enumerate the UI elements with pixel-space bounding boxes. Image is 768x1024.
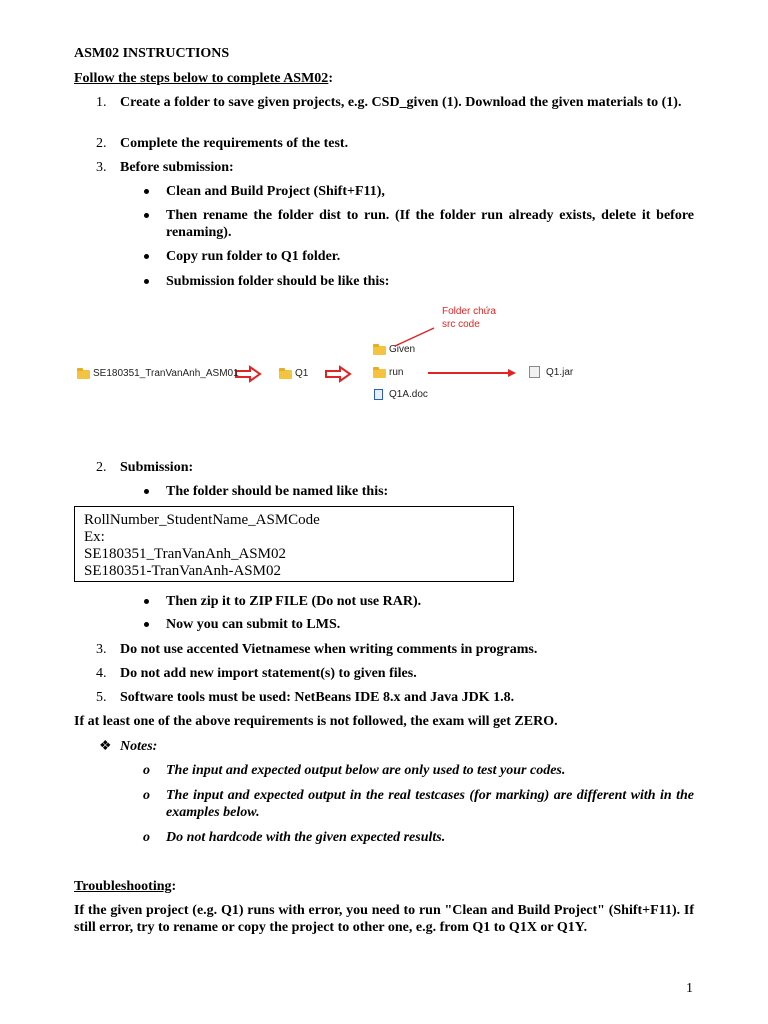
bullet-copy-run: Copy run folder to Q1 folder. — [166, 249, 341, 264]
step-3-text: Before submission: — [120, 160, 234, 175]
jar-file-icon — [529, 366, 540, 378]
step-1-number: 1. — [96, 95, 107, 110]
troubleshooting-colon: : — [171, 879, 177, 894]
bullet-submission-folder: Submission folder should be like this: — [166, 274, 390, 289]
rule-5-number: 5. — [96, 690, 107, 705]
intro-line — [74, 70, 333, 87]
naming-example-hyphen: SE180351-TranVanAnh-ASM02 — [84, 563, 281, 579]
naming-format: RollNumber_StudentName_ASMCode — [84, 512, 320, 528]
zero-warning: If at least one of the above requirements is not followed, the exam will get ZERO. — [74, 714, 558, 729]
page-title: ASM02 INSTRUCTIONS — [74, 46, 230, 61]
submission-folder-diagram — [0, 300, 768, 420]
troubleshooting-title: Troubleshooting — [74, 879, 172, 894]
word-doc-icon — [374, 389, 383, 400]
jar-file-label: Q1.jar — [546, 367, 574, 378]
step-3-number: 3. — [96, 160, 107, 175]
rule-4-text: Do not add new import statement(s) to given files. — [120, 666, 417, 681]
bullet-folder-naming: The folder should be named like this: — [166, 484, 389, 499]
note-circle-icon: o — [143, 788, 150, 803]
rule-3-text: Do not use accented Vietnamese when writing comments in programs. — [120, 642, 538, 657]
naming-format-box — [74, 506, 514, 582]
page-number: 1 — [686, 981, 693, 996]
submission-label: Submission: — [120, 460, 194, 475]
folder-icon — [279, 370, 292, 379]
doc-file-label: Q1A.doc — [389, 389, 428, 400]
note-circle-icon: o — [143, 830, 150, 845]
bullet-zip-file: Then zip it to ZIP FILE (Do not use RAR). — [166, 594, 422, 609]
arrow-head-icon — [508, 369, 516, 377]
bullet-icon — [144, 489, 149, 494]
note-2: The input and expected output in the real testcases (for marking) are different with in the examples below. — [166, 788, 694, 820]
folder-icon — [373, 369, 386, 378]
bullet-submit-lms: Now you can submit to LMS. — [166, 617, 341, 632]
intro-text: Follow the steps below to complete ASM02 — [74, 71, 329, 86]
arrow-right-icon — [236, 367, 260, 381]
notes-diamond-icon: ❖ — [99, 739, 112, 754]
bullet-icon — [144, 279, 149, 284]
bullet-icon — [144, 622, 149, 627]
bullet-icon — [144, 599, 149, 604]
bullet-icon — [144, 254, 149, 259]
q1-folder-label: Q1 — [295, 368, 309, 379]
rule-5-text: Software tools must be used: NetBeans IDE 8.x and Java JDK 1.8. — [120, 690, 515, 705]
annotation-line-2: src code — [442, 319, 480, 330]
troubleshooting-heading — [74, 878, 176, 895]
step-2-number: 2. — [96, 136, 107, 151]
note-circle-icon: o — [143, 763, 150, 778]
bullet-clean-build: Clean and Build Project (Shift+F11), — [166, 184, 385, 199]
notes-label: Notes: — [120, 739, 158, 754]
given-folder-label: Given — [389, 344, 416, 355]
naming-example-label: Ex: — [84, 529, 105, 545]
diagram-arrows — [0, 300, 768, 420]
naming-example-underscore: SE180351_TranVanAnh_ASM02 — [84, 546, 286, 562]
arrow-right-icon — [326, 367, 350, 381]
note-1: The input and expected output below are only used to test your codes. — [166, 763, 566, 778]
rule-4-number: 4. — [96, 666, 107, 681]
folder-icon — [373, 346, 386, 355]
annotation-line-1: Folder chứa — [442, 306, 496, 317]
step-1-text: Create a folder to save given projects, e.g. CSD_given (1). Download the given materials to (1). — [120, 95, 682, 110]
root-folder-label: SE180351_TranVanAnh_ASM01 — [93, 368, 239, 379]
submission-number: 2. — [96, 460, 107, 475]
note-3: Do not hardcode with the given expected results. — [166, 830, 446, 845]
folder-icon — [77, 370, 90, 379]
rule-3-number: 3. — [96, 642, 107, 657]
run-folder-label: run — [389, 367, 404, 378]
troubleshooting-text: If the given project (e.g. Q1) runs with error, you need to run "Clean and Build Project" (Shift+F11). If still error, try to rename or copy the project to other one, e.g. from Q1 to Q1X or Q1Y. — [74, 903, 694, 935]
bullet-icon — [144, 189, 149, 194]
bullet-icon — [144, 213, 149, 218]
intro-colon: : — [328, 71, 333, 86]
step-2-text: Complete the requirements of the test. — [120, 136, 349, 151]
bullet-rename-dist: Then rename the folder dist to run. (If the folder run already exists, delete it before renaming). — [166, 208, 694, 240]
